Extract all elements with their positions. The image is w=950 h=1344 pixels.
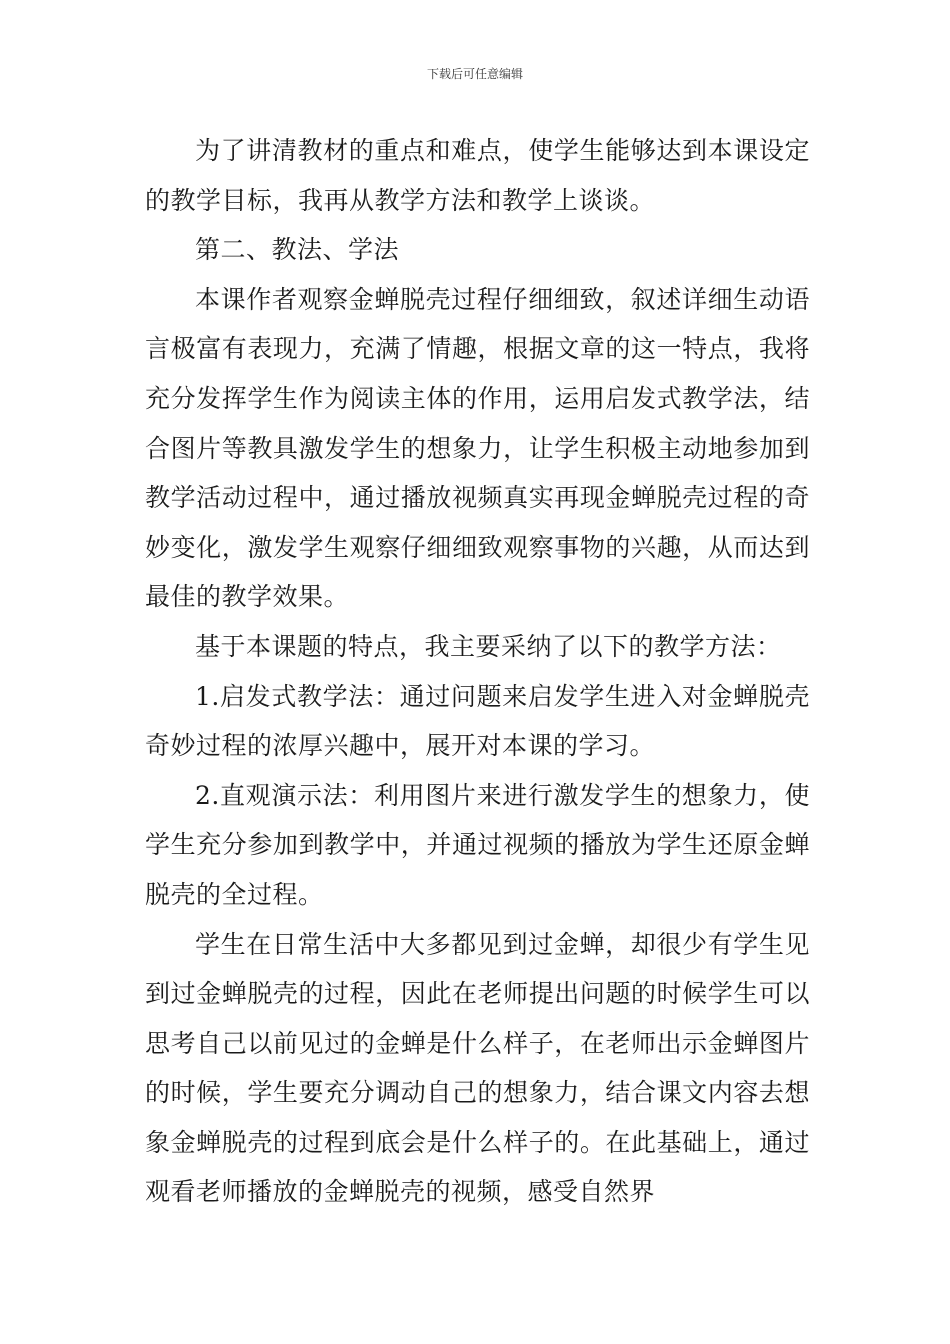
document-body: [145, 126, 810, 1217]
section-heading-methods: 第二、教法、学法: [195, 235, 400, 265]
paragraph-method-1: 1.启发式教学法：通过问题来启发学生进入对金蝉脱壳奇妙过程的浓厚兴趣中，展开对本课的学习。: [145, 681, 810, 761]
paragraph-teaching-goal: 为了讲清教材的重点和难点，使学生能够达到本课设定的教学目标，我再从教学方法和教学上谈谈。: [145, 136, 810, 215]
paragraph-lesson-analysis: 本课作者观察金蝉脱壳过程仔细细致，叙述详细生动语言极富有表现力，充满了情趣，根据文章的这一特点，我将充分发挥学生作为阅读主体的作用，运用启发式教学法，结合图片等教具激发学生的想象力，让学生积极主动地参加到教学活动过程中，通过播放视频真实再现金蝉脱壳过程的奇妙变化，激发学生观察仔细细致观察事物的兴趣，从而达到最佳的教学效果。: [145, 284, 810, 612]
paragraph-methods-intro: 基于本课题的特点，我主要采纳了以下的教学方法：: [195, 631, 782, 661]
paragraph-student-experience: 学生在日常生活中大多都见到过金蝉，却很少有学生见到过金蝉脱壳的过程，因此在老师提出问题的时候学生可以思考自己以前见过的金蝉是什么样子，在老师出示金蝉图片的时候，学生要充分调动自己的想象力，结合课文内容去想象金蝉脱壳的过程到底会是什么样子的。在此基础上，通过观看老师播放的金蝉脱壳的视频，感受自然界: [145, 929, 810, 1207]
page-header: 下载后可任意编辑: [426, 67, 523, 81]
paragraph-method-2: 2.直观演示法：利用图片来进行激发学生的想象力，使学生充分参加到教学中，并通过视频的播放为学生还原金蝉脱壳的全过程。: [145, 780, 810, 909]
